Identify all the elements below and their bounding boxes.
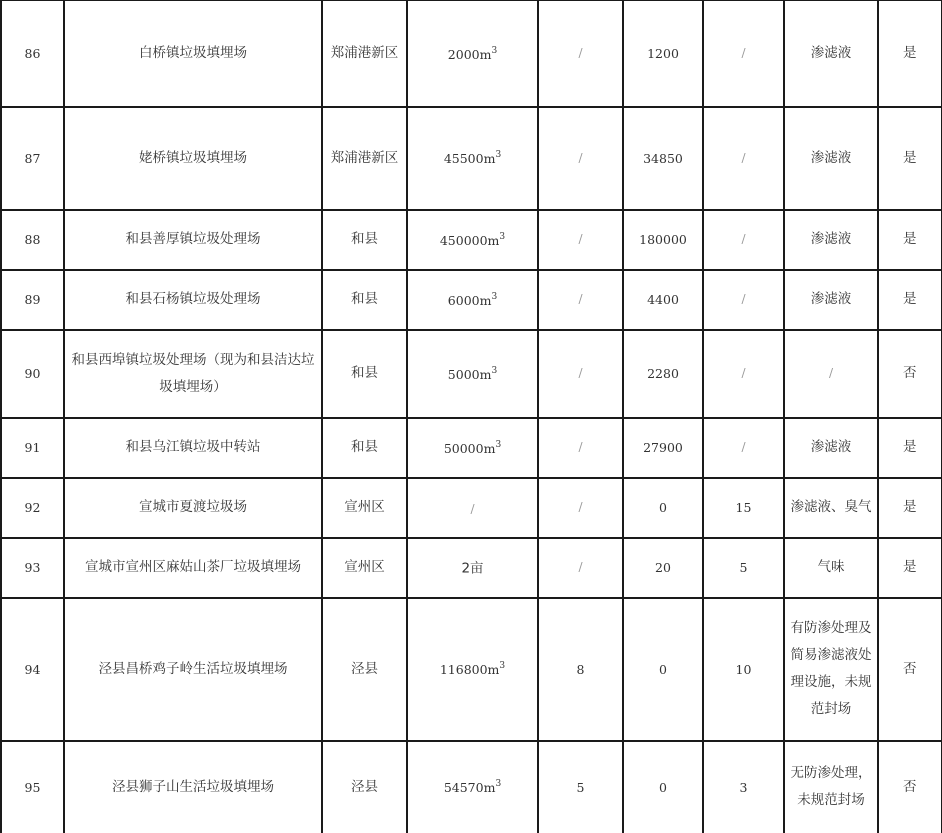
col6-value: 1200: [623, 1, 703, 107]
row-number: 88: [1, 210, 64, 270]
pollutant: 有防渗处理及简易渗滤液处理设施，未规范封场: [784, 598, 878, 741]
row-number: 90: [1, 330, 64, 418]
col7-value: /: [703, 210, 784, 270]
col7-value: /: [703, 107, 784, 210]
capacity: 2亩: [407, 538, 538, 598]
capacity: $50000m^3$: [407, 418, 538, 478]
district: 宣州区: [322, 478, 407, 538]
flag: 否: [878, 598, 941, 741]
pollutant: 渗滤液、臭气: [784, 478, 878, 538]
table-row: [1, 478, 941, 538]
site-name: 和县乌江镇垃圾中转站: [64, 418, 322, 478]
district: 郑浦港新区: [322, 1, 407, 107]
col7-value: 5: [703, 538, 784, 598]
col7-value: 15: [703, 478, 784, 538]
flag: 是: [878, 107, 941, 210]
col5-value: /: [538, 210, 623, 270]
col6-value: 4400: [623, 270, 703, 330]
district: 和县: [322, 210, 407, 270]
flag: 是: [878, 418, 941, 478]
district: 宣州区: [322, 538, 407, 598]
district: 和县: [322, 330, 407, 418]
district: 和县: [322, 270, 407, 330]
col5-value: /: [538, 538, 623, 598]
table-row: [1, 741, 941, 833]
district: 郑浦港新区: [322, 107, 407, 210]
flag: 否: [878, 330, 941, 418]
col7-value: 3: [703, 741, 784, 833]
site-name: 姥桥镇垃圾填埋场: [64, 107, 322, 210]
col5-value: /: [538, 270, 623, 330]
site-name: 白桥镇垃圾填埋场: [64, 1, 322, 107]
capacity: $116800m^3$: [407, 598, 538, 741]
site-name: 和县石杨镇垃圾处理场: [64, 270, 322, 330]
pollutant: 无防渗处理，未规范封场: [784, 741, 878, 833]
table-row: [1, 598, 941, 741]
col7-value: /: [703, 1, 784, 107]
capacity: $45500m^3$: [407, 107, 538, 210]
district: 泾县: [322, 598, 407, 741]
capacity: $54570m^3$: [407, 741, 538, 833]
col5-value: 8: [538, 598, 623, 741]
col7-value: 10: [703, 598, 784, 741]
flag: 是: [878, 538, 941, 598]
col5-value: /: [538, 330, 623, 418]
col5-value: /: [538, 107, 623, 210]
site-name: 泾县昌桥鸡子岭生活垃圾填埋场: [64, 598, 322, 741]
district: 和县: [322, 418, 407, 478]
site-name: 宣城市宣州区麻姑山茶厂垃圾填埋场: [64, 538, 322, 598]
flag: 否: [878, 741, 941, 833]
pollutant: 渗滤液: [784, 418, 878, 478]
col6-value: 34850: [623, 107, 703, 210]
flag: 是: [878, 1, 941, 107]
table-row: [1, 418, 941, 478]
col6-value: 180000: [623, 210, 703, 270]
col6-value: 2280: [623, 330, 703, 418]
site-name: 和县西埠镇垃圾处理场（现为和县洁达垃圾填埋场）: [64, 330, 322, 418]
site-name: 泾县狮子山生活垃圾填埋场: [64, 741, 322, 833]
table-row: [1, 538, 941, 598]
col6-value: 0: [623, 598, 703, 741]
district: 泾县: [322, 741, 407, 833]
row-number: 91: [1, 418, 64, 478]
site-name: 宣城市夏渡垃圾场: [64, 478, 322, 538]
pollutant: 气味: [784, 538, 878, 598]
col7-value: /: [703, 270, 784, 330]
capacity: $2000m^3$: [407, 1, 538, 107]
row-number: 95: [1, 741, 64, 833]
row-number: 94: [1, 598, 64, 741]
row-number: 87: [1, 107, 64, 210]
col6-value: 0: [623, 478, 703, 538]
col7-value: /: [703, 418, 784, 478]
capacity: /: [407, 478, 538, 538]
row-number: 92: [1, 478, 64, 538]
table-row: [1, 1, 941, 107]
col6-value: 20: [623, 538, 703, 598]
row-number: 93: [1, 538, 64, 598]
col5-value: /: [538, 418, 623, 478]
table-row: [1, 107, 941, 210]
pollutant: 渗滤液: [784, 270, 878, 330]
site-name: 和县善厚镇垃圾处理场: [64, 210, 322, 270]
table-row: [1, 330, 941, 418]
col7-value: /: [703, 330, 784, 418]
col5-value: /: [538, 478, 623, 538]
capacity: $5000m^3$: [407, 330, 538, 418]
flag: 是: [878, 210, 941, 270]
col6-value: 27900: [623, 418, 703, 478]
row-number: 89: [1, 270, 64, 330]
pollutant: /: [784, 330, 878, 418]
col6-value: 0: [623, 741, 703, 833]
flag: 是: [878, 478, 941, 538]
table-row: [1, 270, 941, 330]
capacity: $6000m^3$: [407, 270, 538, 330]
col5-value: 5: [538, 741, 623, 833]
table-row: [1, 210, 941, 270]
row-number: 86: [1, 1, 64, 107]
flag: 是: [878, 270, 941, 330]
pollutant: 渗滤液: [784, 1, 878, 107]
pollutant: 渗滤液: [784, 210, 878, 270]
pollutant: 渗滤液: [784, 107, 878, 210]
capacity: $450000m^3$: [407, 210, 538, 270]
col5-value: /: [538, 1, 623, 107]
